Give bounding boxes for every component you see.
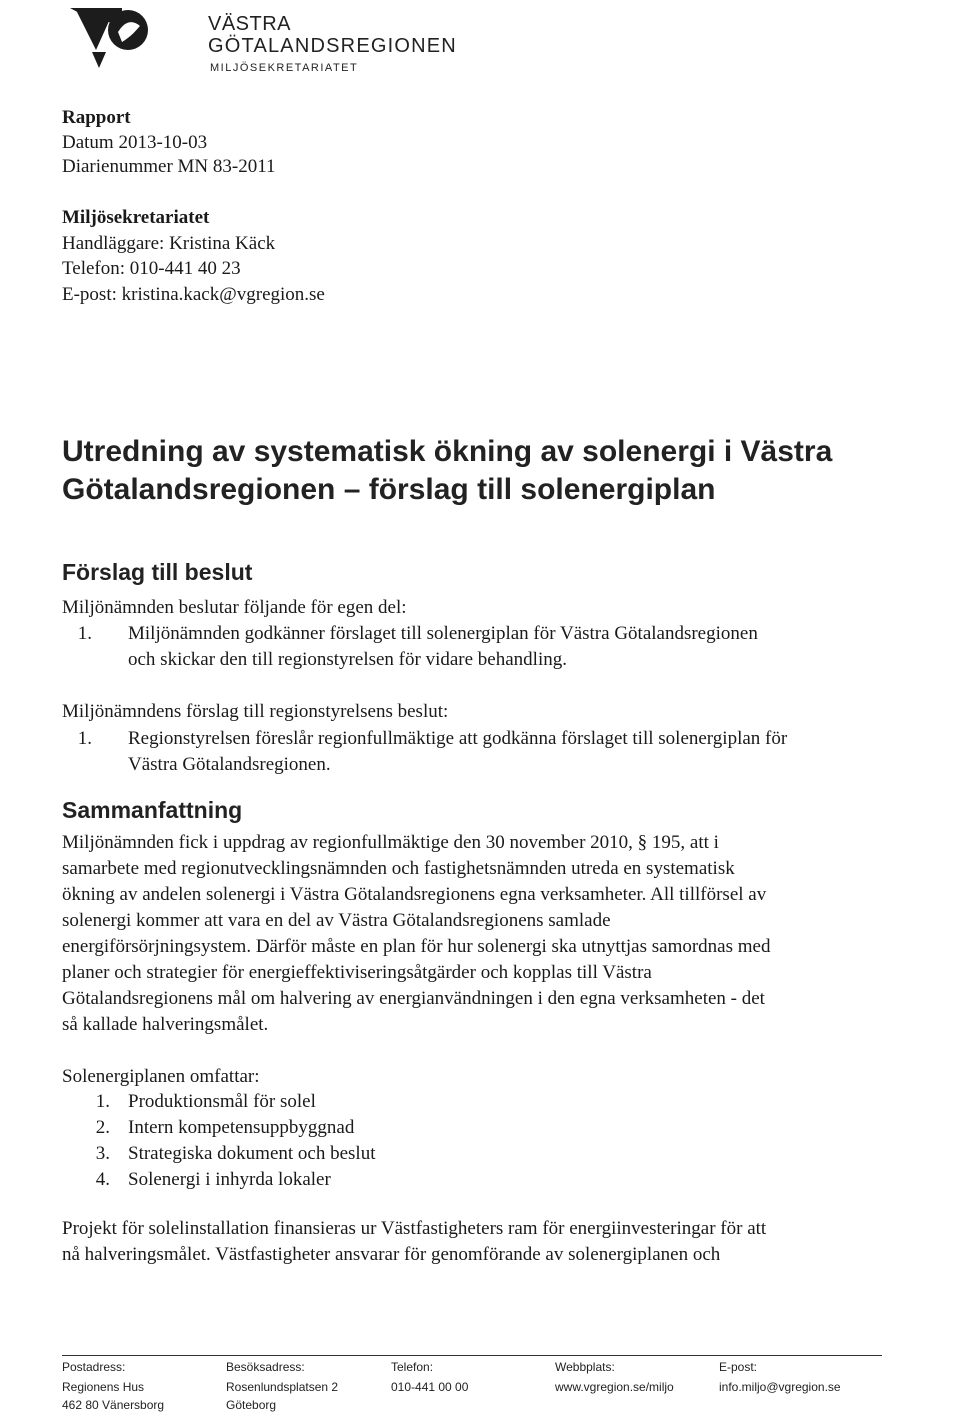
department: Miljösekretariatet — [62, 207, 210, 228]
proposal-intro: Miljönämndens förslag till regionstyrelsens beslut: — [62, 701, 449, 722]
summary-line: samarbete med regionutvecklingsnämnden och fastighetsnämnden utreda en systematisk — [62, 858, 735, 879]
footer-phone-label: Telefon: — [391, 1360, 434, 1374]
summary-line: solenergi kommer att vara en del av Västra Götalandsregionens samlade — [62, 910, 611, 931]
footer-postal — [62, 1359, 164, 1413]
summary-line: planer och strategier för energieffektiviseringsåtgärder och kopplas till Västra — [62, 962, 652, 983]
plan-intro: Solenergiplanen omfattar: — [62, 1066, 260, 1087]
footer-postal-line-1: Regionens Hus — [62, 1380, 145, 1394]
plan-item: Strategiska dokument och beslut — [128, 1143, 376, 1164]
footer-web-label: Webbplats: — [555, 1360, 615, 1374]
decision-item-number: 1. — [77, 623, 92, 644]
handler: Handläggare: Kristina Käck — [62, 233, 276, 254]
footer-visit-line-1: Rosenlundsplatsen 2 — [226, 1380, 339, 1394]
logo-line-vastra: VÄSTRA — [208, 13, 292, 35]
summary-line: energiförsörjningsystem. Därför måste en plan för hur solenergi ska utnyttjas samordnas med — [62, 936, 771, 957]
plan-item-number: 2. — [95, 1117, 110, 1138]
closing-line: Projekt för solelinstallation finansieras ur Västfastigheters ram för energiinvesteringar för att — [62, 1218, 767, 1239]
footer-divider — [62, 1355, 882, 1356]
footer-web-link[interactable]: www.vgregion.se/miljo — [555, 1380, 674, 1394]
vgr-logo-mark-icon — [62, 6, 212, 72]
footer-phone-line-1: 010-441 00 00 — [391, 1380, 469, 1394]
plan-item-number: 3. — [95, 1143, 110, 1164]
page-title — [62, 433, 922, 509]
plan-item-number: 4. — [95, 1169, 110, 1190]
proposal-item-line-2: Västra Götalandsregionen. — [128, 754, 331, 775]
summary-line: Götalandsregionens mål om halvering av energianvändningen i den egna verksamheten - det — [62, 988, 765, 1009]
plan-item: Solenergi i inhyrda lokaler — [128, 1169, 331, 1190]
closing-line: nå halveringsmålet. Västfastigheter ansvarar för genomförande av solenergiplanen och — [62, 1244, 721, 1265]
footer-web — [555, 1359, 674, 1395]
footer-email-label: E-post: — [719, 1360, 758, 1374]
footer-visit-label: Besöksadress: — [226, 1360, 305, 1374]
footer-email-link[interactable]: info.miljo@vgregion.se — [719, 1380, 841, 1394]
summary-line: Miljönämnden fick i uppdrag av regionfullmäktige den 30 november 2010, § 195, att i — [62, 832, 719, 853]
decision-item-line-2: och skickar den till regionstyrelsen för vidare behandling. — [128, 649, 567, 670]
footer-visit — [226, 1359, 338, 1413]
footer-postal-line-2: 462 80 Vänersborg — [62, 1398, 165, 1412]
proposal-item-line-1: Regionstyrelsen föreslår regionfullmäktige att godkänna förslaget till solenergiplan för — [128, 728, 788, 749]
summary-line: ökning av andelen solenergi i Västra Götalandsregionens egna verksamheter. All tillförsel av — [62, 884, 767, 905]
footer-email — [719, 1359, 841, 1395]
doc-date: Datum 2013-10-03 — [62, 132, 208, 153]
handler-phone: Telefon: 010-441 40 23 — [62, 258, 241, 279]
diary-number: Diarienummer MN 83-2011 — [62, 156, 276, 177]
summary-heading: Sammanfattning — [62, 797, 243, 823]
logo-line-miljosekretariatet: MILJÖSEKRETARIATET — [210, 62, 359, 74]
decision-heading: Förslag till beslut — [62, 559, 253, 585]
summary-paragraph — [62, 830, 770, 1038]
decision-item-line-1: Miljönämnden godkänner förslaget till solenergiplan för Västra Götalandsregionen — [128, 623, 758, 644]
plan-item: Produktionsmål för solel — [128, 1091, 316, 1112]
logo-line-gotalandsregionen: GÖTALANDSREGIONEN — [208, 35, 457, 57]
handler-email: E-post: kristina.kack@vgregion.se — [62, 284, 325, 305]
summary-line: så kallade halveringsmålet. — [62, 1014, 269, 1035]
plan-item: Intern kompetensuppbyggnad — [128, 1117, 355, 1138]
proposal-item-number: 1. — [77, 728, 92, 749]
plan-item-number: 1. — [95, 1091, 110, 1112]
closing-paragraph — [62, 1216, 766, 1268]
footer-phone — [391, 1359, 468, 1395]
title-line-2: Götalandsregionen – förslag till solenergiplan — [62, 473, 716, 506]
doc-type: Rapport — [62, 107, 131, 128]
footer-visit-line-2: Göteborg — [226, 1398, 277, 1412]
decision-intro: Miljönämnden beslutar följande för egen del: — [62, 597, 407, 618]
footer-postal-label: Postadress: — [62, 1360, 126, 1374]
title-line-1: Utredning av systematisk ökning av solenergi i Västra — [62, 435, 833, 468]
